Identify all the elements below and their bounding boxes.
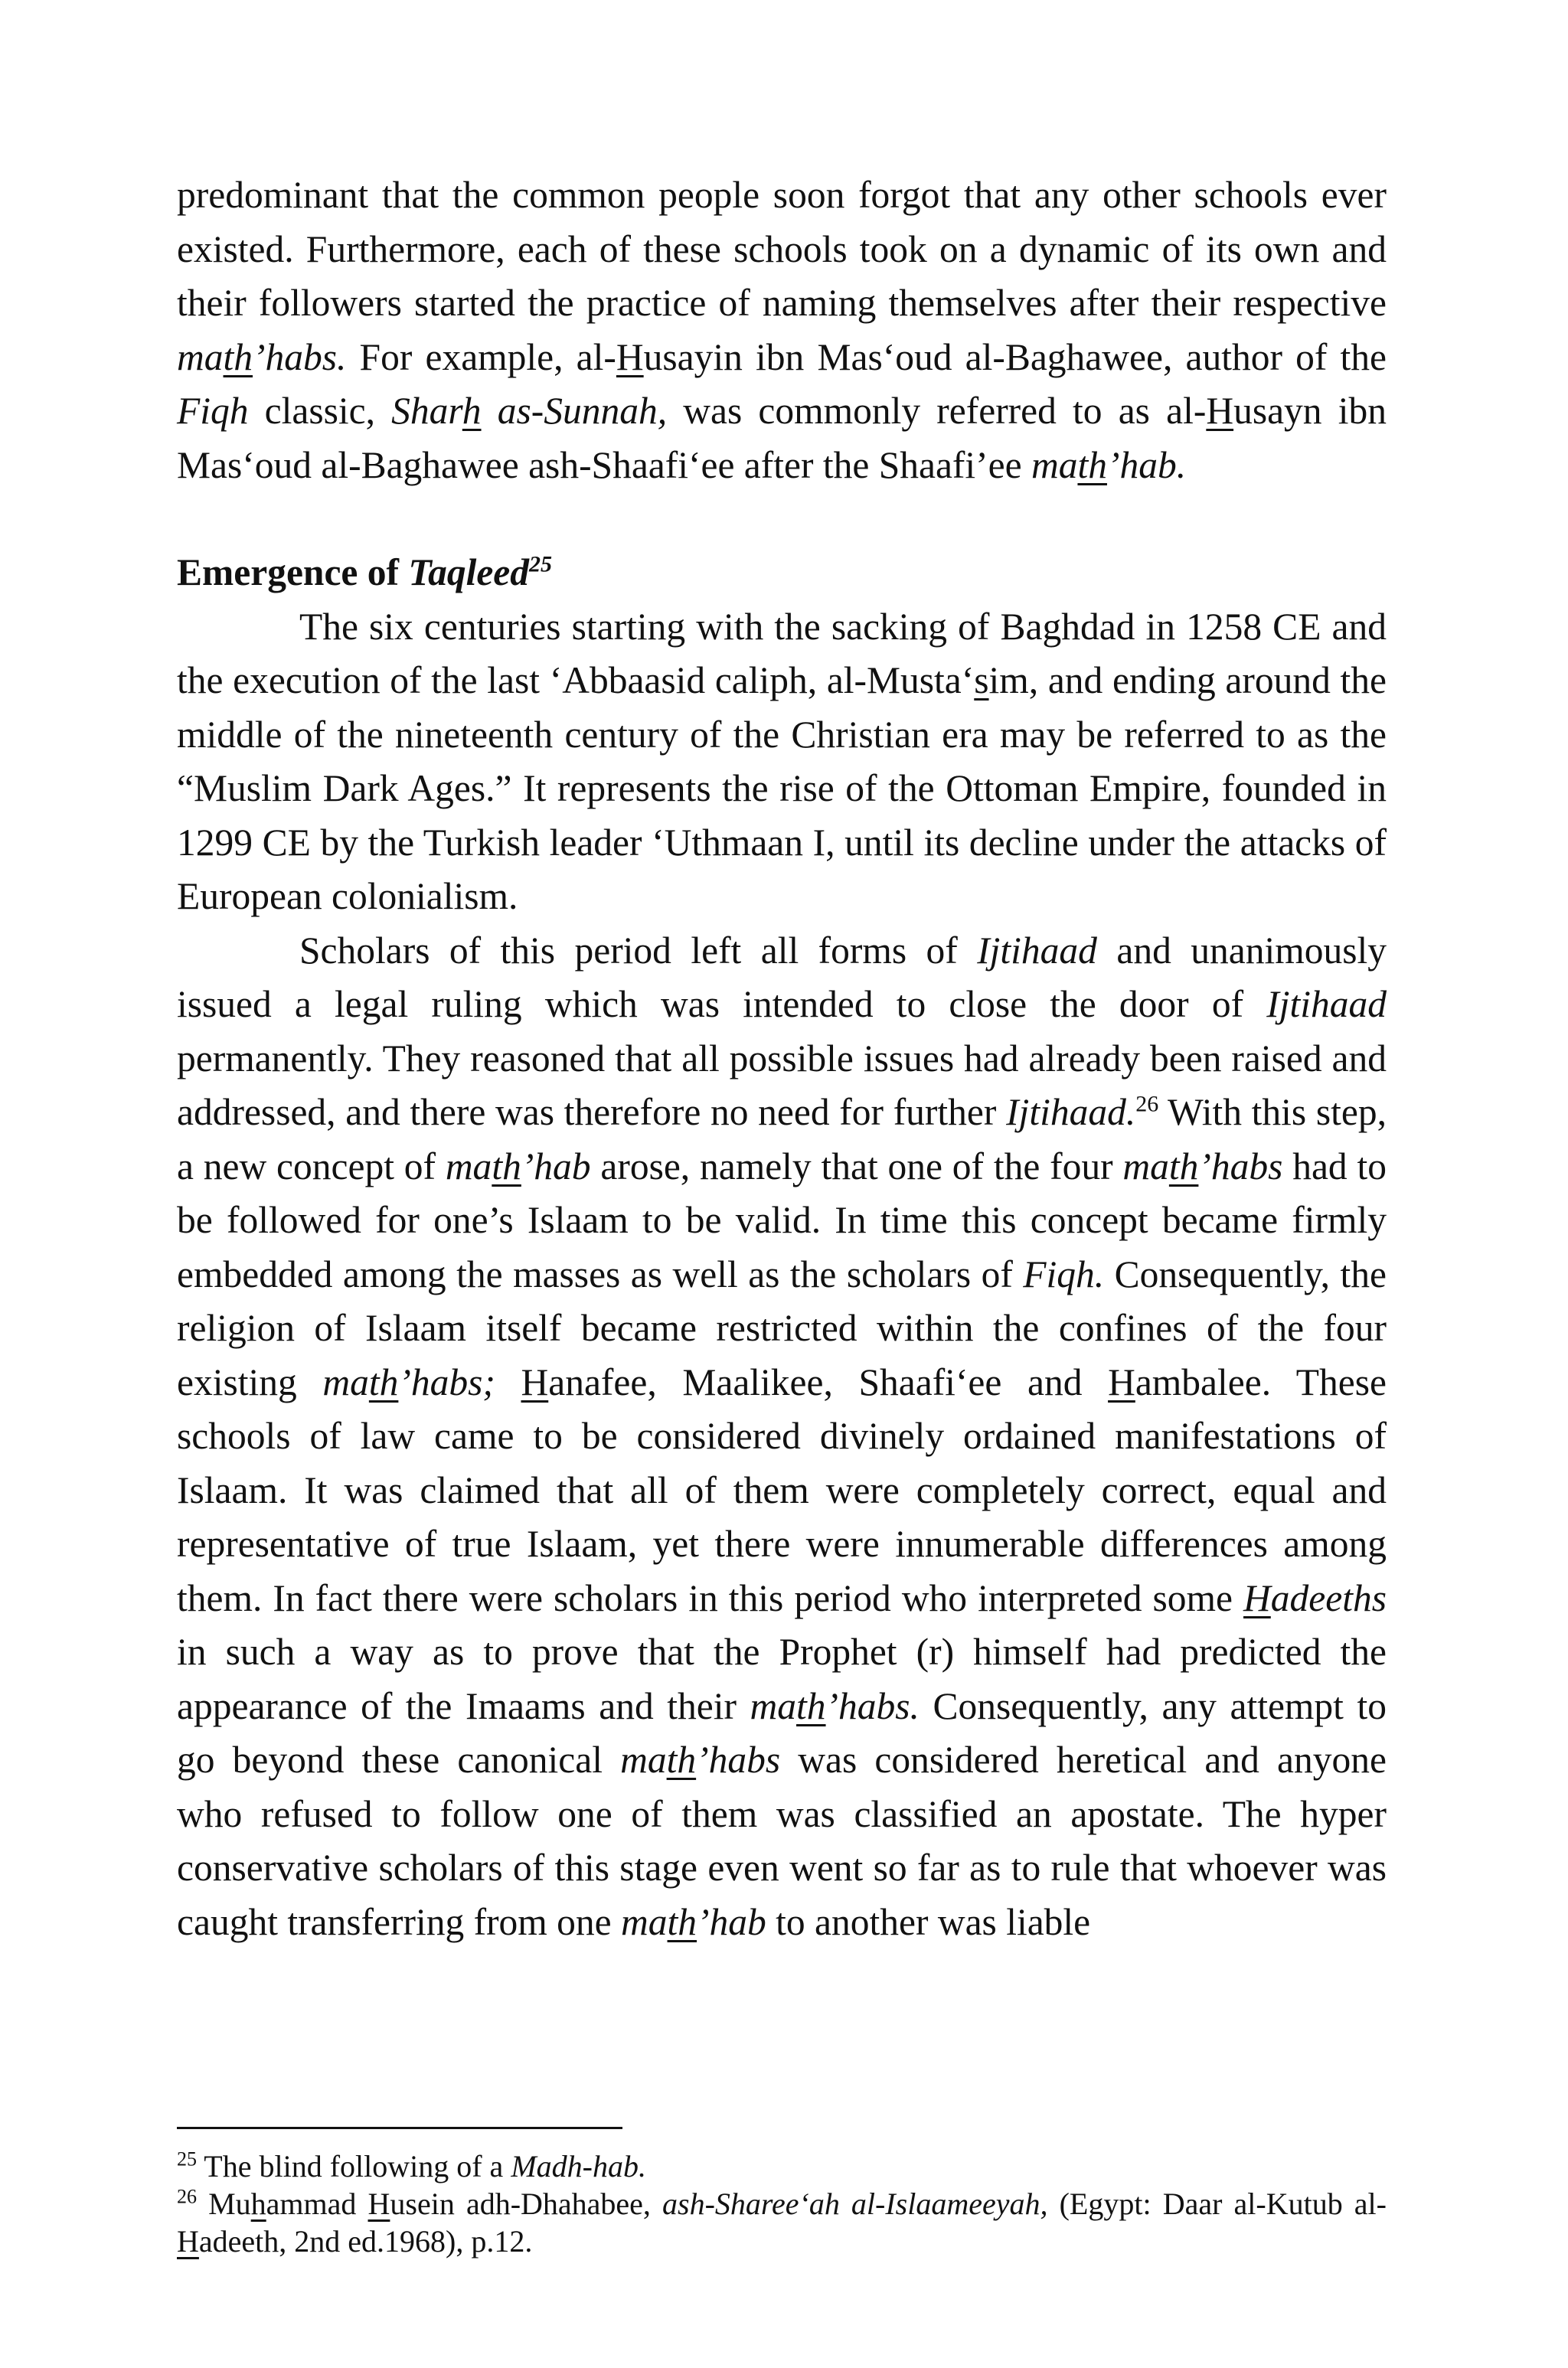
body-text [177,168,1387,1949]
footnotes [177,2148,1387,2260]
paragraph-2: The six centuries starting with the sacking of Baghdad in 1258 CE and the execution of the last ‘Abbaasid caliph, al-Musta‘sim, and ending around the middle of the nineteenth century of the Christian era may be referred to as the “Muslim Dark Ages.” It represents the rise of the Ottoman Empire, founded in 1299 CE by the Turkish leader ‘Uthmaan I, until its decline under the attacks of European colonialism. [177,605,1387,917]
paragraph-1: predominant that the common people soon forgot that any other schools ever existed. Furthermore, each of these schools took on a dynamic of its own and their followers started the practice of naming themselves after their respective math’habs. For example, al-Husayin ibn Mas‘oud al-Baghawee, author of the Fiqh classic, Sharh as-Sunnah, was commonly referred to as al-Husayn ibn Mas‘oud al-Baghawee ash-Shaafi‘ee after the Shaafi’ee math’hab. [177,174,1387,486]
book-title-sharh-as-sunnah: Sharh as-Sunnah, [391,390,668,432]
term-mathhabs: math’habs. [177,335,347,378]
footnote-26: $^{26}$ Muhammad Husein adh-Dhahabee, ash-Sharee‘ah al-Islaameeyah, (Egypt: Daar al-Kutub al-Hadeeth, 2nd ed.1968), p.12. [177,2185,1387,2259]
term-mathhab: math’hab. [1031,443,1187,486]
term-fiqh: Fiqh [177,390,249,432]
footnote-divider [177,2127,622,2129]
footnote-ref-25[interactable]: 25 [529,551,553,577]
footnote-ref-26[interactable]: 26 [1135,1091,1159,1117]
paragraph-3: Scholars of this period left all forms of Ijtihaad and unanimously issued a legal ruling which was intended to close the door of Ijtihaad permanently. They reasoned that all possible issues had already been raised and addressed, and there was therefore no need for further Ijtihaad.$^{26}$ With this step, a new concept of math’hab arose, namely that one of the four math’habs had to be followed for one’s Islaam to be valid. In time this concept became firmly embedded among the masses as well as the scholars of Fiqh. Consequently, the religion of Islaam itself became restricted within the confines of the four existing math’habs; Hanafee, Maalikee, Shaafi‘ee and Hambalee. These schools of law came to be considered divinely ordained manifestations of Islaam. It was claimed that all of them were completely correct, equal and representative of true Islaam, yet there were innumerable differences among them. In fact there were scholars in this period who interpreted some Hadeeths in such a way as to prove that the Prophet (r) himself had predicted the appearance of the Imaams and their math’habs. Consequently, any attempt to go beyond these canonical math’habs was considered heretical and anyone who refused to follow one of them was classified an apostate. The hyper conservative scholars of this stage even went so far as to rule that whoever was caught transferring from one math’hab to another was liable [177,929,1387,1943]
section-heading: Emergence of Taqleed$^{25}$ [177,551,553,593]
footnote-25: $^{25}$ The blind following of a Madh-hab. [177,2148,646,2183]
